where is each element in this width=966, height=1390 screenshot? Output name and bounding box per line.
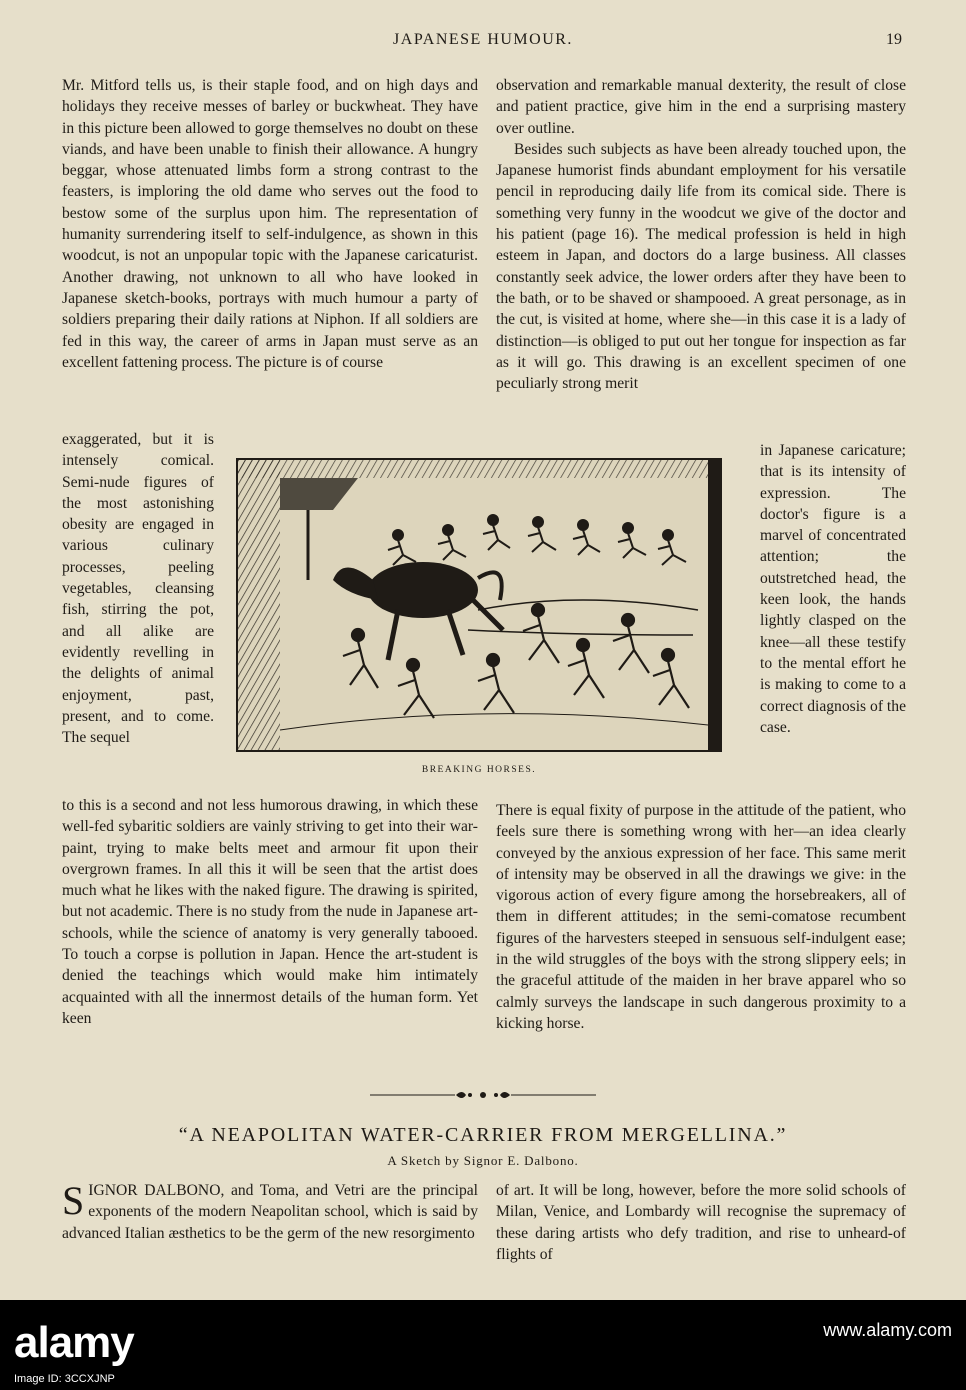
drop-cap: S <box>62 1178 85 1223</box>
article-title: “A NEAPOLITAN WATER-CARRIER FROM MERGELLINA.” <box>178 1124 788 1146</box>
woodcut-illustration <box>236 458 722 752</box>
breaking-horses-woodcut <box>238 460 720 750</box>
left-column-wrap <box>62 429 214 748</box>
watermark-url: www.alamy.com <box>823 1320 952 1340</box>
left-column-bottom <box>62 795 478 1029</box>
article-left-column <box>62 1180 478 1244</box>
watermark-image-id: Image ID: 3CCXJNP <box>14 1373 115 1385</box>
running-title: JAPANESE HUMOUR. <box>393 31 573 48</box>
paragraph-text: IGNOR DALBONO, and Toma, and Vetri are the principal exponents of the modern Neapolitan school, which is said by advanced Italian æsthetics to be the germ of the new resorgimento <box>62 1182 478 1242</box>
article-right-column <box>496 1180 906 1265</box>
paragraph <box>62 1180 478 1244</box>
paragraph: of art. It will be long, however, before the more solid schools of Milan, Venice, and Lombardy will recognise the supremacy of these daring artists who defy tradition, and rise to unheard-of flights of <box>496 1182 906 1263</box>
watermark-logo: alamy <box>14 1318 134 1367</box>
paragraph: Besides such subjects as have been already touched upon, the Japanese humorist finds abundant employment for his versatile pencil in reproducing daily life from its comical side. There is something very funny in the woodcut we give of the doctor and his patient (page 16). The medical profession is held in high esteem in Japan, and doctors do a large business. All classes constantly seek advice, the lower orders after they have been to the bath, or to be shaved or shampooed. A great personage, as in the cut, is visited at home, where she—in this case it is a lady of distinction—is obliged to put out her tongue for inspection as far as it will go. This drawing is an excellent specimen of one peculiarly strong merit <box>496 140 906 393</box>
section-divider-ornament <box>370 1087 596 1103</box>
paragraph: to this is a second and not less humorous drawing, in which these well-fed sybaritic soldiers are vainly striving to get into their war-paint, trying to make belts meet and armour fit upon their overgrown frames. In all this it will be seen that the artist does much what he likes with the naked figure. The drawing is spirited, but not academic. There is no study from the nude in Japanese art-schools, while the science of anatomy is very generally tabooed. To touch a corpse is pollution in Japan. Hence the art-student is denied the teachings which would make him intimately acquainted with all the innermost details of the human form. Yet keen <box>62 797 478 1027</box>
paragraph: exaggerated, but it is intensely comical. Semi-nude figures of the most astonishing obesity are engaged in various culinary processes, peeling vegetables, cleansing fish, stirring the pot, and all alike are evidently revelling in the delights of animal enjoyment, past, present, and to come. The sequel <box>62 431 214 747</box>
right-column-wrap <box>760 440 906 738</box>
stock-watermark-bar <box>0 1300 966 1390</box>
right-column-bottom <box>496 800 906 1034</box>
page-number: 19 <box>886 31 902 48</box>
paragraph: observation and remarkable manual dexterity, the result of close and patient practice, give him in the end a surprising mastery over outline. <box>496 77 906 137</box>
article-subtitle: A Sketch by Signor E. Dalbono. <box>387 1153 579 1168</box>
paragraph: Mr. Mitford tells us, is their staple food, and on high days and holidays they receive messes of barley or buckwheat. They have in this picture been allowed to gorge themselves no doubt on these viands, and have been unable to finish their allowance. A hungry beggar, whose attenuated limbs form a strong contrast to the feasters, is imploring the old dame who serves out the food to bestow some of the surplus upon him. The representation of humanity surrendering itself to self-indulgence, as shown in this woodcut, is not an unpopular topic with the Japanese caricaturist. Another drawing, not unknown to all who have looked in Japanese sketch-books, portrays with much humour a party of soldiers preparing their daily rations at Niphon. If all soldiers are fed in this way, the career of arms in Japan must serve as an excellent fattening process. The picture is of course <box>62 77 478 371</box>
paragraph: in Japanese caricature; that is its intensity of expression. The doctor's figure is a marvel of concentrated attention; the outstretched head, the keen look, the hands lightly clasped on the knee—all these testify to the mental effort he is making to come to a correct diagnosis of the case. <box>760 442 906 736</box>
right-column-top <box>496 75 906 394</box>
figure-caption: BREAKING HORSES. <box>421 765 537 775</box>
left-column-top <box>62 75 478 373</box>
paragraph: There is equal fixity of purpose in the attitude of the patient, who feels sure there is something wrong with her—an idea clearly conveyed by the anxious expression of her face. This same merit of intensity may be observed in all the drawings we give: in the vigorous action of every figure among the horsebreakers, all of them in different attitudes; in the semi-comatose recumbent figures of the harvesters steeped in sensuous self-indulgent ease; in the wild struggles of the boys with the strong slippery eels; in the graceful attitude of the maiden in her brave apparel who so calmly surveys the landscape in such dangerous proximity to a kicking horse. <box>496 802 906 1032</box>
